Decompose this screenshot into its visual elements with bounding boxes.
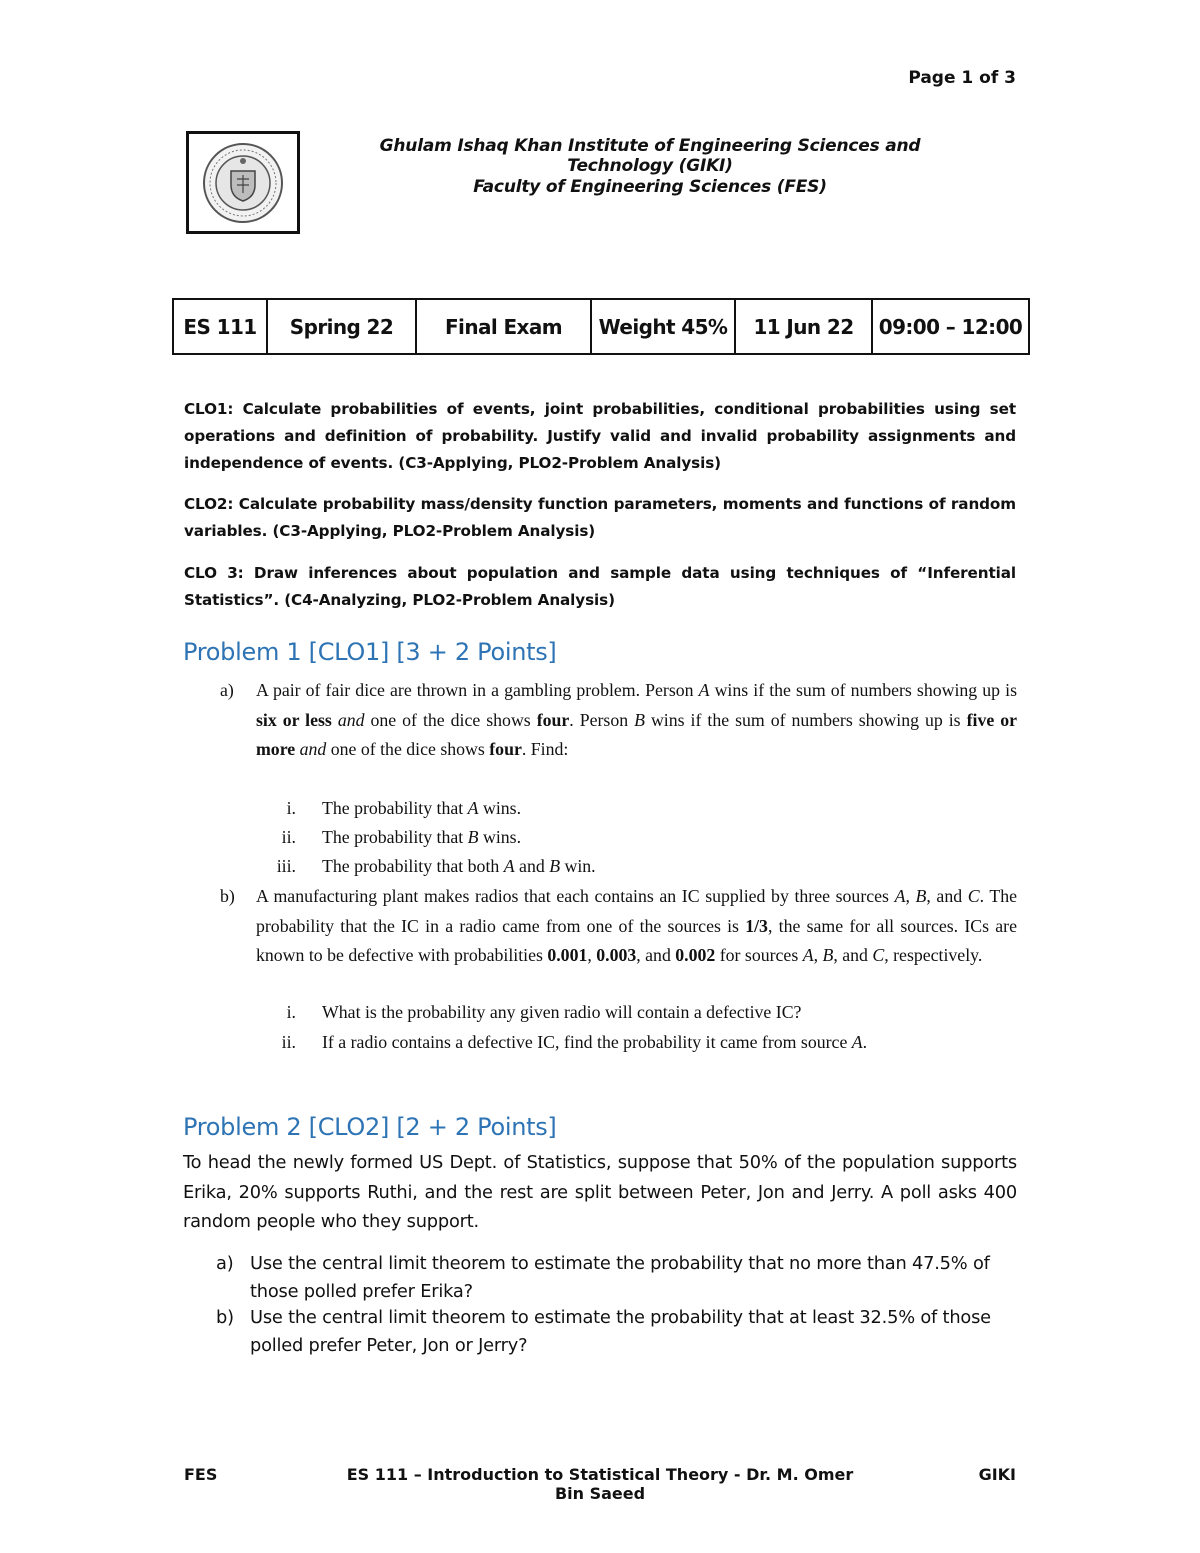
text-run: for sources — [715, 945, 803, 965]
part-label: b) — [216, 1307, 234, 1328]
part-text: Use the central limit theorem to estimate the probability that no more than 47.5% of those polled prefer Erika? — [250, 1253, 990, 1302]
part-text — [256, 676, 1017, 765]
problem1-title: Problem 1 [CLO1] [3 + 2 Points] — [183, 638, 557, 666]
weight-cell: Weight 45% — [591, 299, 735, 354]
text-run: , — [587, 945, 597, 965]
text-run: The probability that — [322, 827, 468, 847]
text-run: A manufacturing plant makes radios that each contains an IC supplied by three sources — [256, 886, 895, 906]
var-b: B — [915, 886, 927, 906]
text-run: The probability that — [322, 798, 468, 818]
problem2-part-b — [216, 1304, 1017, 1359]
clo2-text: CLO2: Calculate probability mass/density function parameters, moments and functions of random variables. (C3-Applying, PLO2-Problem Analysis) — [184, 495, 1016, 540]
text-run: . Find: — [521, 739, 569, 759]
exam-info-row — [173, 299, 1029, 354]
roman-numeral: iii. — [276, 856, 296, 876]
var-a: A — [894, 886, 906, 906]
problem1-part-b — [220, 882, 1017, 971]
footer-right: GIKI — [978, 1465, 1016, 1484]
text-run: , respectively. — [884, 945, 983, 965]
roman-numeral: ii. — [281, 827, 296, 847]
var-b: B — [822, 945, 834, 965]
emphasis: 1/3 — [745, 915, 768, 936]
text-run: wins. — [478, 827, 522, 847]
emphasis-italic: and — [299, 739, 327, 759]
var-a: A — [503, 856, 515, 876]
emphasis: six or less — [256, 709, 332, 730]
faculty-name: Faculty of Engineering Sciences (FES) — [473, 177, 827, 197]
emphasis: 0.001 — [547, 945, 588, 965]
problem1-b-sub-ii — [256, 1028, 867, 1058]
problem1-a-sub-iii — [256, 852, 596, 882]
emphasis: 0.003 — [596, 945, 637, 965]
emphasis: 0.002 — [675, 945, 716, 965]
text-run: . — [862, 1032, 868, 1052]
sub-text — [322, 1028, 867, 1058]
roman-numeral: ii. — [281, 1032, 296, 1052]
emphasis: four — [536, 709, 570, 730]
part-text — [256, 882, 1017, 971]
text-run: one of the dice shows — [326, 739, 490, 759]
semester-cell: Spring 22 — [267, 299, 416, 354]
clo3-text: CLO 3: Draw inferences about population and sample data using techniques of “Inferential Statistics”. (C4-Analyzing, PLO2-Problem Analysis) — [184, 564, 1016, 609]
part-text: Use the central limit theorem to estimate the probability that at least 32.5% of those polled prefer Peter, Jon or Jerry? — [250, 1307, 991, 1356]
text-run: The probability that both — [322, 856, 504, 876]
date-cell: 11 Jun 22 — [735, 299, 872, 354]
problem1-a-sub-i — [256, 794, 521, 824]
text-run: one of the dice shows — [364, 709, 537, 730]
emphasis: four — [489, 739, 522, 759]
text-run: , — [905, 886, 916, 906]
text-run: . Person — [569, 709, 635, 730]
roman-numeral: i. — [286, 1002, 296, 1022]
problem2-intro: To head the newly formed US Dept. of Statistics, suppose that 50% of the population supports Erika, 20% supports Ruthi, and the rest are split between Peter, Jon and Jerry. A poll asks 400 random people who they support. — [183, 1152, 1017, 1232]
var-b: B — [634, 709, 645, 730]
sub-text — [322, 794, 521, 824]
sub-text — [322, 823, 521, 853]
text-run: If a radio contains a defective IC, find the probability it came from source — [322, 1032, 852, 1052]
var-a: A — [802, 945, 814, 965]
var-a: A — [851, 1032, 863, 1052]
text-run: , — [813, 945, 823, 965]
institute-name: Ghulam Ishaq Khan Institute of Engineering Sciences and Technology (GIKI) — [379, 136, 921, 176]
exam-type-cell: Final Exam — [416, 299, 591, 354]
text-run: , and — [926, 886, 968, 906]
page-number: Page 1 of 3 — [908, 68, 1016, 88]
institute-seal-icon — [201, 141, 285, 225]
part-label: a) — [216, 1253, 234, 1274]
var-c: C — [872, 945, 885, 965]
text-run: A pair of fair dice are thrown in a gambling problem. Person — [256, 680, 699, 700]
problem1-a-sub-ii — [256, 823, 521, 853]
part-label: a) — [220, 680, 234, 700]
text-run: win. — [560, 856, 596, 876]
problem2-part-a — [216, 1250, 1017, 1305]
exam-info-table — [172, 298, 1030, 355]
institute-logo — [186, 131, 300, 234]
time-cell: 09:00 – 12:00 — [872, 299, 1029, 354]
text-run: , and — [833, 945, 873, 965]
var-a: A — [467, 798, 479, 818]
text-run: wins. — [478, 798, 522, 818]
sub-text — [322, 998, 801, 1028]
clo1-text: CLO1: Calculate probabilities of events, joint probabilities, conditional probabilities using set operations and definition of probability. Justify valid and invalid probability assignments and independence of events. (C3-Applying, PLO2-Problem Analysis) — [184, 400, 1016, 472]
var-c: C — [967, 886, 980, 906]
var-a: A — [698, 680, 710, 700]
emphasis-italic: and — [337, 709, 365, 730]
problem2-title: Problem 2 [CLO2] [2 + 2 Points] — [183, 1113, 557, 1141]
var-b: B — [467, 827, 479, 847]
var-b: B — [549, 856, 561, 876]
footer-left: FES — [184, 1465, 218, 1484]
text-run: and — [514, 856, 550, 876]
text-run: , and — [636, 945, 676, 965]
text-run: . The probability that the IC in a radio came from one of the sources is — [256, 886, 1017, 936]
text-run: What is the probability any given radio will contain a defective IC? — [322, 1002, 802, 1022]
part-label: b) — [220, 886, 235, 906]
roman-numeral: i. — [286, 798, 296, 818]
course-code-cell: ES 111 — [173, 299, 267, 354]
problem1-b-sub-i — [256, 998, 801, 1028]
sub-text — [322, 852, 596, 882]
footer-course-title: ES 111 – Introduction to Statistical Theory - Dr. M. Omer Bin Saeed — [346, 1465, 854, 1503]
text-run: wins if the sum of numbers showing up is — [709, 680, 1017, 700]
emphasis: five or more — [256, 709, 1017, 759]
problem1-part-a — [220, 676, 1017, 765]
text-run: , the same for all sources. ICs are known to be defective with probabilities — [256, 915, 1017, 965]
text-run: wins if the sum of numbers showing up is — [644, 709, 967, 730]
